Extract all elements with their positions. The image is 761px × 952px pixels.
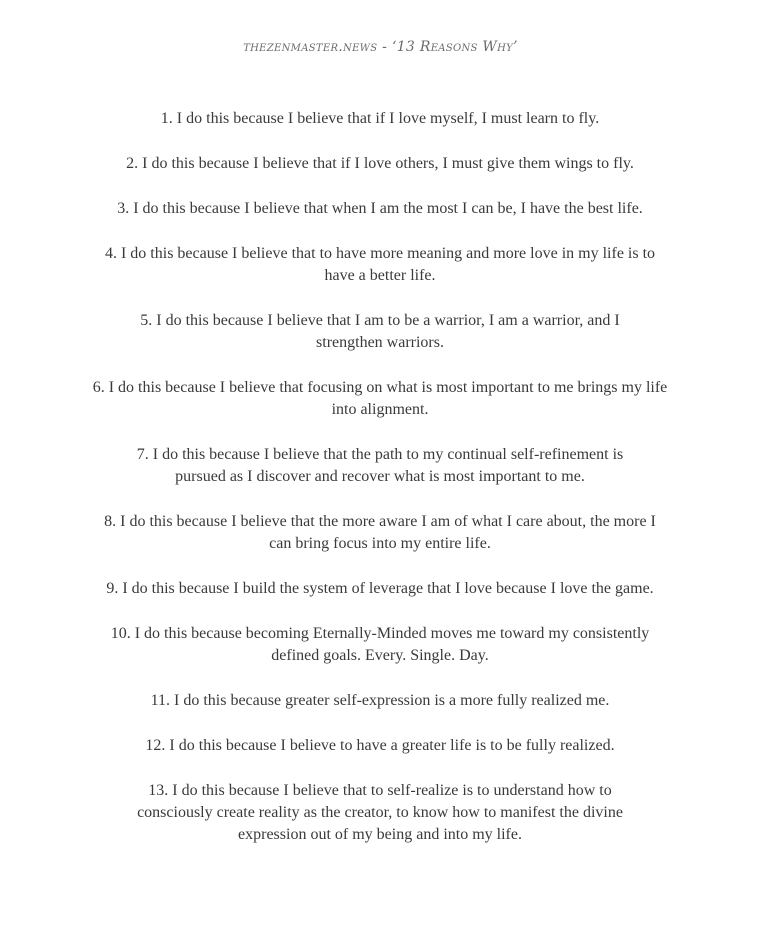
- reason-item: 12. I do this because I believe to have a greater life is to be fully realized.: [145, 737, 615, 754]
- reason-item: 11. I do this because greater self-expression is a more fully realized me.: [150, 692, 610, 709]
- reason-item: 4. I do this because I believe that to have more meaning and more love in my life is to have a better life.: [104, 245, 656, 284]
- reason-item: 8. I do this because I believe that the more aware I am of what I care about, the more I can bring focus into my entire life.: [104, 513, 656, 552]
- reason-item: 1. I do this because I believe that if I love myself, I must learn to fly.: [160, 110, 600, 127]
- page-title: thezenmaster.news - ‘13 Reasons Why’: [243, 39, 518, 55]
- reasons-list: [85, 108, 675, 869]
- reason-item: 10. I do this because becoming Eternally-Minded moves me toward my consistently defined goals. Every. Single. Day.: [110, 625, 650, 664]
- reason-item: 2. I do this because I believe that if I love others, I must give them wings to fly.: [126, 155, 634, 172]
- reason-item: 9. I do this because I build the system of leverage that I love because I love the game.: [106, 580, 654, 597]
- reason-item: 6. I do this because I believe that focusing on what is most important to me brings my life into alignment.: [92, 379, 668, 418]
- reason-item: 5. I do this because I believe that I am to be a warrior, I am a warrior, and I strengthen warriors.: [140, 312, 620, 351]
- reason-item: 13. I do this because I believe that to self-realize is to understand how to consciously create reality as the creator, to know how to manifest the divine expression out of my being and into my life.: [137, 782, 623, 843]
- reason-item: 7. I do this because I believe that the path to my continual self-refinement is pursued as I discover and recover what is most important to me.: [136, 446, 624, 485]
- reason-item: 3. I do this because I believe that when I am the most I can be, I have the best life.: [117, 200, 643, 217]
